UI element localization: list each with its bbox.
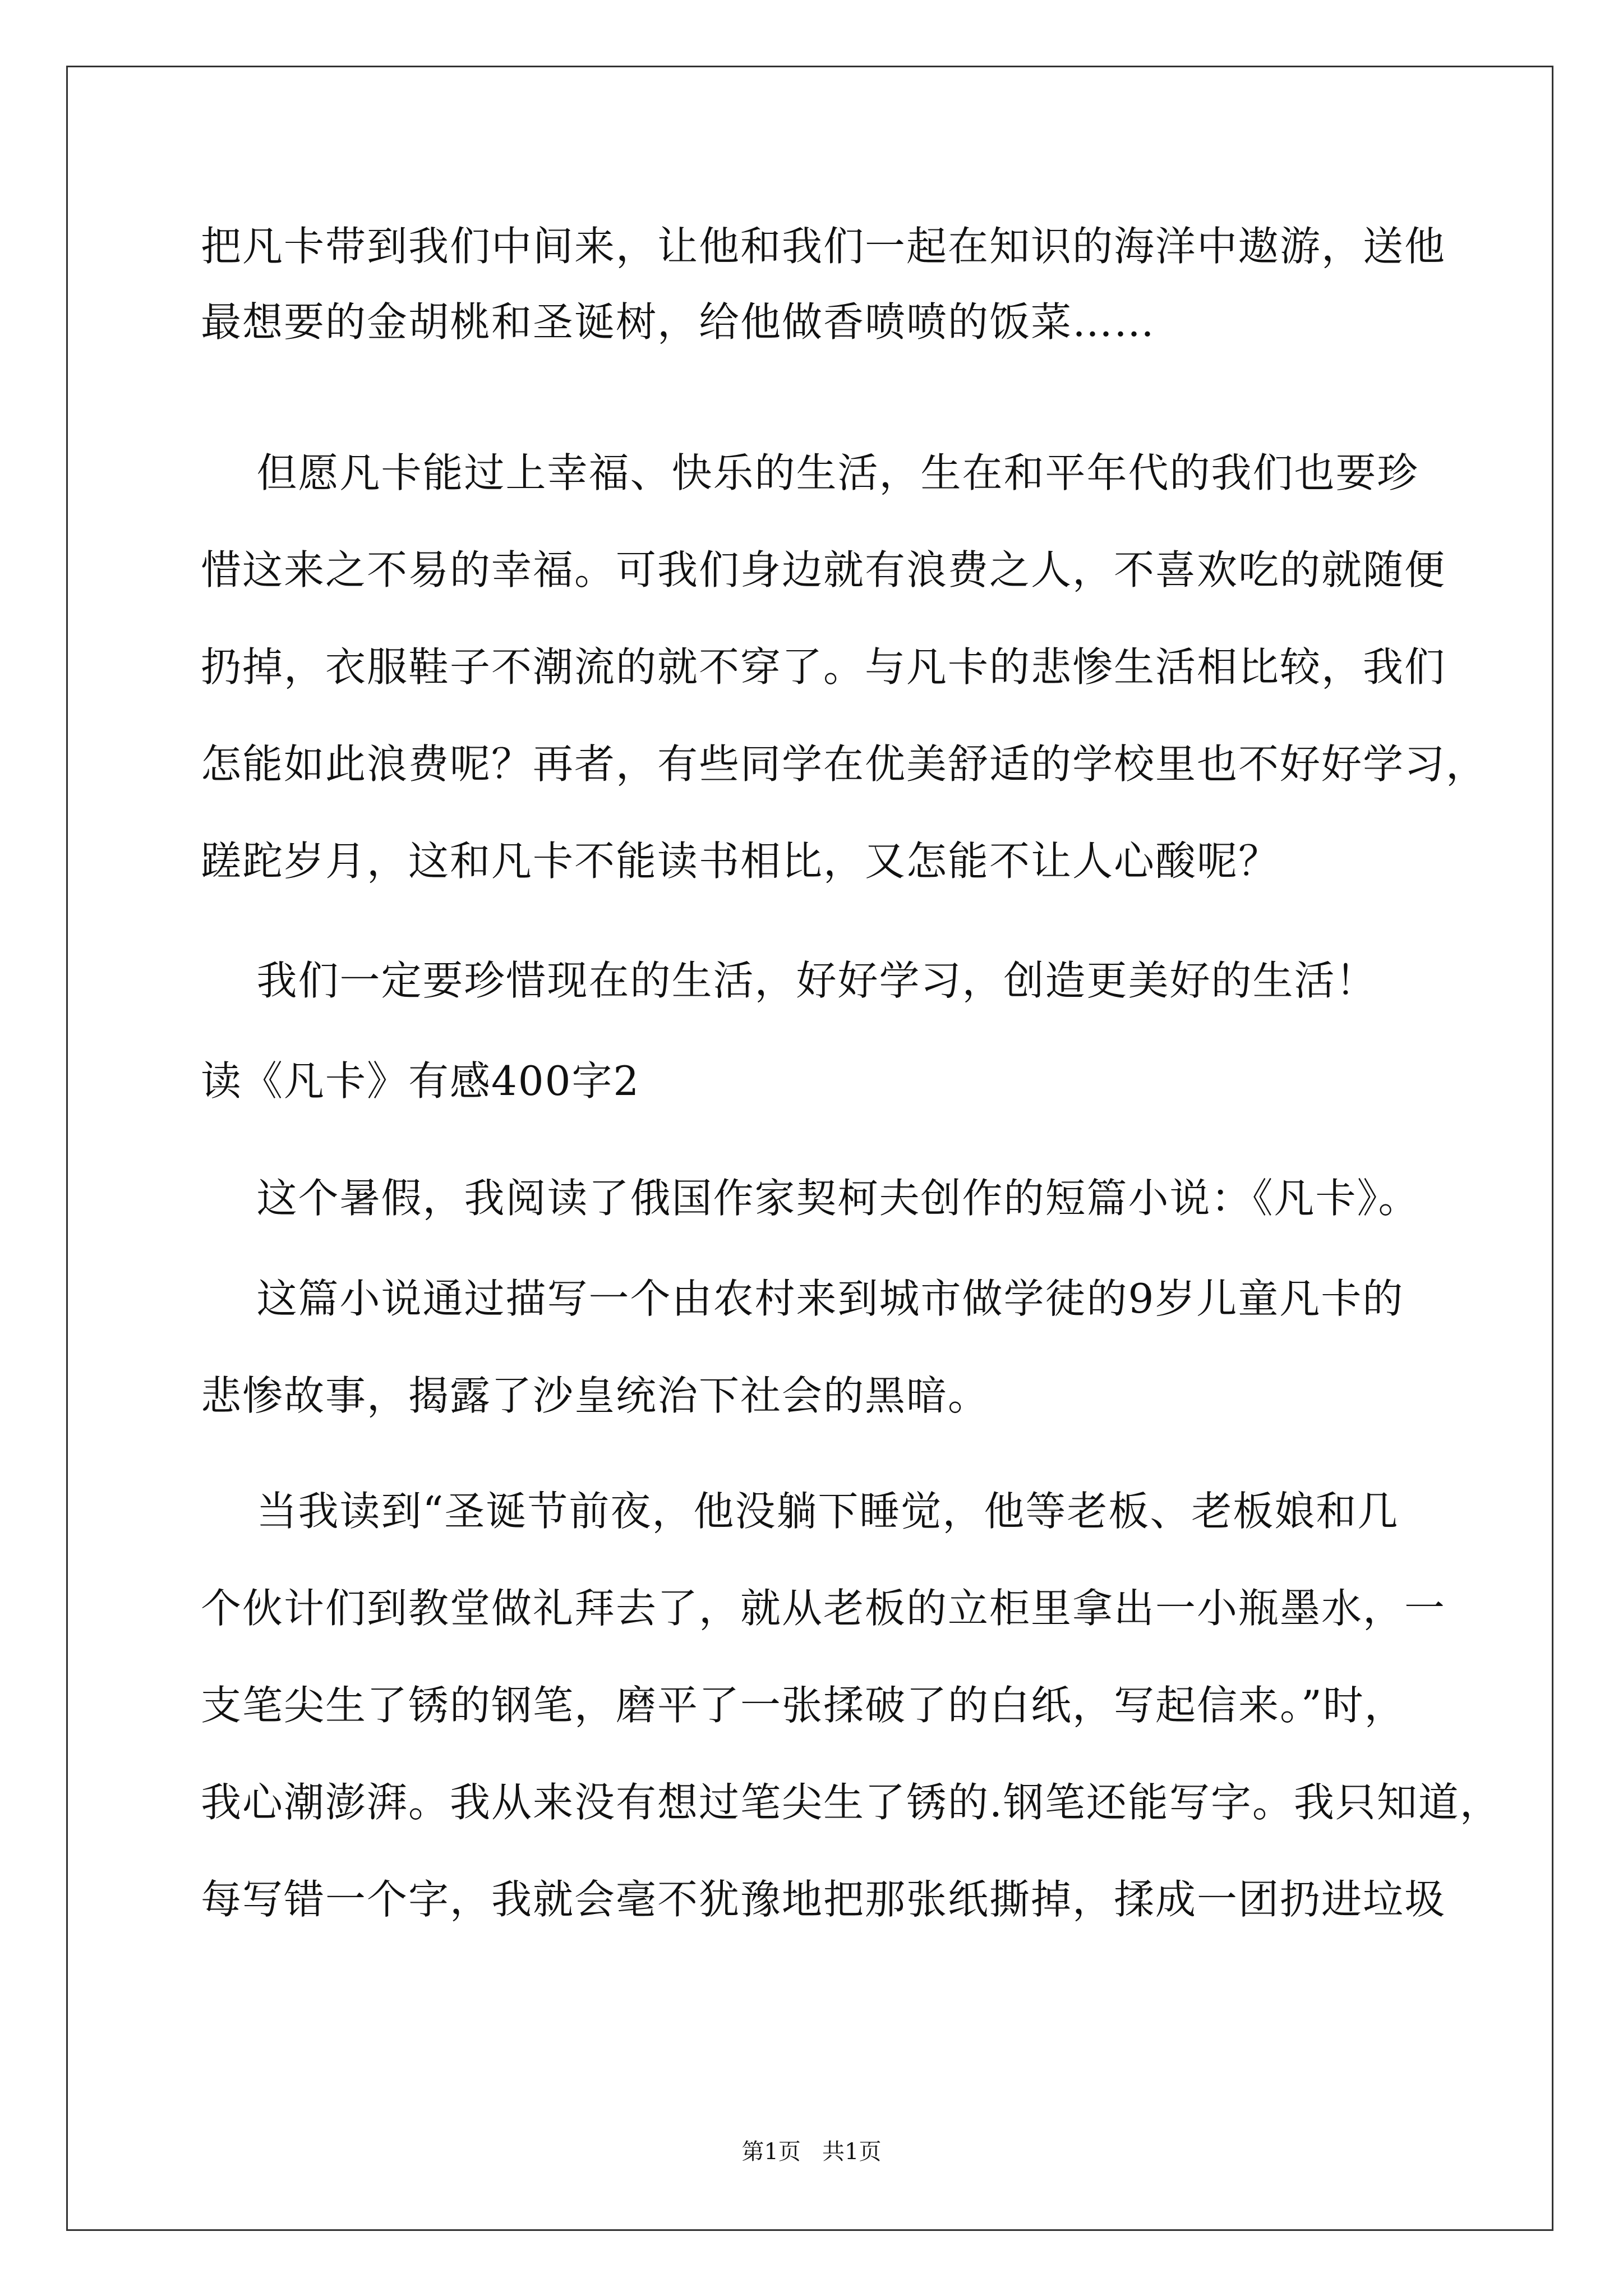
text-line: 这篇小说通过描写一个由农村来到城市做学徒的9岁儿童凡卡的 (201, 1275, 1404, 1322)
text-line: 我心潮澎湃。我从来没有想过笔尖生了锈的.钢笔还能写字。我只知道， (201, 1779, 1501, 1826)
text-line: 惜这来之不易的幸福。可我们身边就有浪费之人，不喜欢吃的就随便 (201, 546, 1446, 593)
page-footer: 第1页 共1页 (741, 2139, 882, 2165)
text-line: 每写错一个字，我就会毫不犹豫地把那张纸撕掉，揉成一团扔进垃圾 (201, 1876, 1446, 1923)
text-line: 这个暑假，我阅读了俄国作家契柯夫创作的短篇小说：《凡卡》。 (201, 1175, 1420, 1222)
section-heading: 读《凡卡》有感400字2 (201, 1057, 640, 1105)
text-line: 当我读到“圣诞节前夜，他没躺下睡觉，他等老板、老板娘和几 (201, 1488, 1399, 1535)
text-line: 怎能如此浪费呢？再者，有些同学在优美舒适的学校里也不好好学习， (201, 740, 1488, 788)
text-line: 我们一定要珍惜现在的生活，好好学习，创造更美好的生活！ (201, 957, 1377, 1004)
text-line: 个伙计们到教堂做礼拜去了，就从老板的立柜里拿出一小瓶墨水，一 (201, 1585, 1446, 1632)
text-line: 扔掉，衣服鞋子不潮流的就不穿了。与凡卡的悲惨生活相比较，我们 (201, 643, 1446, 691)
text-line: 蹉跎岁月，这和凡卡不能读书相比，又怎能不让人心酸呢？ (201, 838, 1280, 885)
text-line: 支笔尖生了锈的钢笔，磨平了一张揉破了的白纸，写起信来。”时， (201, 1682, 1406, 1729)
text-line: 最想要的金胡桃和圣诞树，给他做香喷喷的饭菜…… (201, 298, 1156, 346)
text-line: 但愿凡卡能过上幸福、快乐的生活，生在和平年代的我们也要珍 (201, 449, 1419, 496)
text-line: 把凡卡带到我们中间来，让他和我们一起在知识的海洋中遨游，送他 (201, 223, 1446, 270)
text-line: 悲惨故事，揭露了沙皇统治下社会的黑暗。 (201, 1372, 990, 1419)
